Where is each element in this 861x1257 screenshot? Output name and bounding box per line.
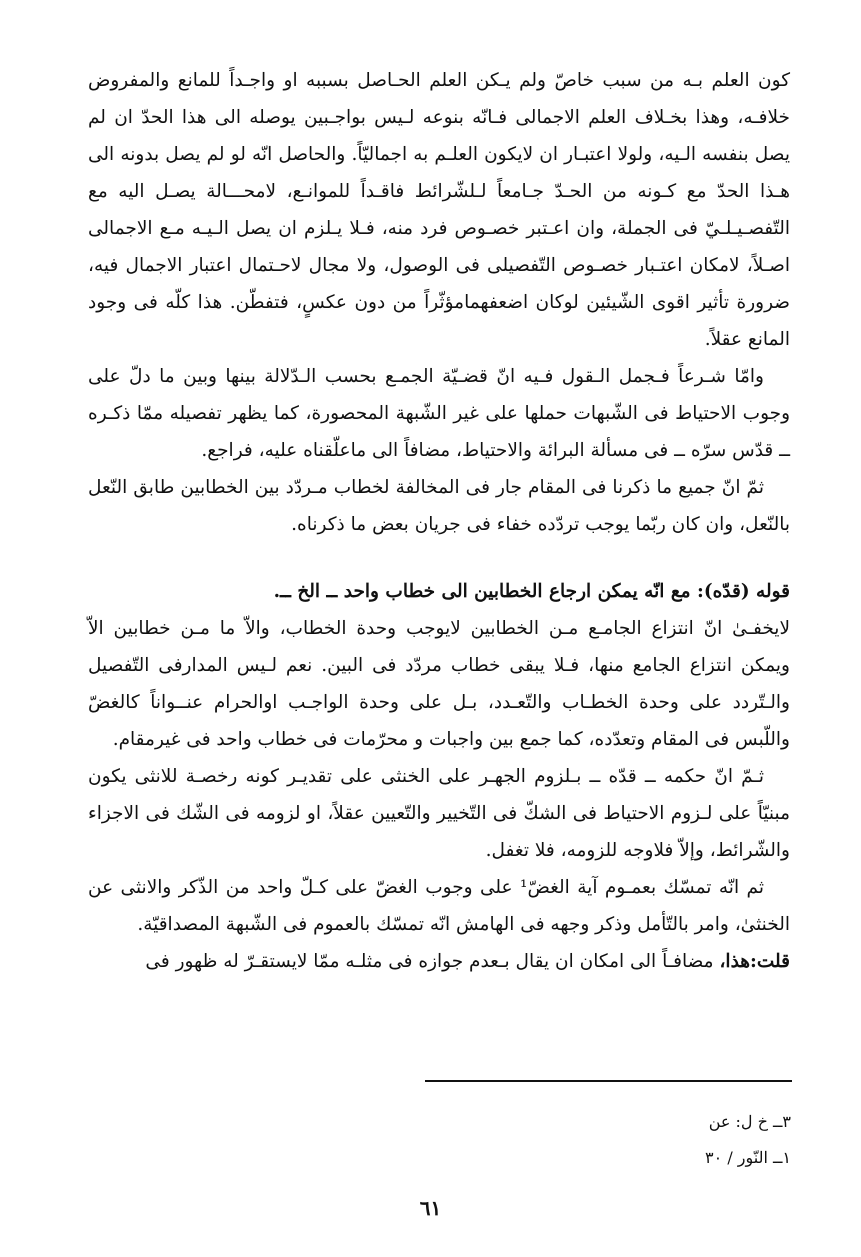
qult-label: قلت:هذا، (719, 951, 790, 972)
paragraph-2: وامّا شـرعاً فـجمل الـقول فـيه انّ قضـيّة الجمـع بحسب الـدّلالة بينها وبين ما دلّ على وجوب الاحتياط فى الشّبهات حملها على غير الشّبهة المحصورة، كما يظهر تفصيله ممّا ذكـره ــ قدّس سرّه ــ فى مسألة البرائة والاحتياط، مضافاً الى ماعلّقناه عليه، فراجع. (88, 366, 790, 461)
footnotes (500, 1104, 791, 1176)
paragraph-5: ثـمّ انّ حكمه ــ قدّه ــ بـلزوم الجهـر على الخنثى على تقديـر كونه رخصـة للانثى يكون مبنيّاً على لـزوم الاحتياط فى الشكّ فى التّخيير والتّعيين عقلاً، او لزومه فى الشّك فى الاجزاء والشّرائط، وإلاّ فلاوجه للزومه، فلا تغفل. (88, 766, 790, 861)
footnote-1: ١ــ النّور / ٣٠ (705, 1148, 791, 1167)
paragraph-4: لايخفـىٰ انّ انتزاع الجامـع مـن الخطابين لايوجب وحدة الخطاب، والاّ ما مـن خطابين الاّ ويمكن انتزاع الجامع منها، فـلا يبقى خطاب مردّد فى البين. نعم لـيس المدارفى التّفصيل والـتّردد على وحدة الخطـاب والتّعـدد، بـل على وحدة الواجـب اوالحرام عنــواناً كالغضّ واللّبس فى المقام وتعدّده، كما جمع بين واجبات و محرّمات فى خطاب واحد فى غيرمقام. (88, 618, 790, 750)
paragraph-7 (88, 943, 790, 980)
page-number: ٦١ (419, 1196, 442, 1220)
section-heading: قوله (قدّه): مع انّه يمكن ارجاع الخطابين الى خطاب واحد ــ الخ ــ. (273, 581, 790, 602)
footnote-3: ٣ــ خ ل: عن (708, 1112, 791, 1131)
footnote-divider (425, 1080, 792, 1082)
paragraph-3: ثمّ انّ جميع ما ذكرنا فى المقام جار فى المخالفة لخطاب مـردّد بين الخطابين طابق النّعل بالنّعل، وان كان ربّما يوجب تردّده خفاء فى جريان بعض ما ذكرناه. (88, 477, 790, 535)
paragraph-1: كون العلم بـه من سبب خاصّ ولم يـكن العلم الحـاصل بسببه او واجـداً للمانع والمفروض خلافـه، وهذا بخـلاف العلم الاجمالى فـانّه بنوعه لـيس بواجـبين يوصله الى هذا الحدّ ان لم يصل بنفسه الـيه، ولولا اعتبـار ان لايكون العلـم به اجماليّاً. والحاصل انّه لو لم يصل بدونه الى هـذا الحدّ مع كـونه من الحـدّ جـامعاً لـلشّرائط فاقـداً للموانـع، لامحـــالة يصـل اليه مع التّفصـيـلـيّ فى الجملة، وان اعـتبر خصـوص فرد منه، فـلا يـلزم ان يصل الـيـه مـع الاجمالى اصـلاً، لامكان اعتـبار خصـوص التّفصيلى فى الوصول، ولا مجال لاحـتمال اعتبار الاجمال فيه، ضرورة تأثير اقوى الشّيئين لوكان اضعفهمامؤثّراً من دون عكسٍ، فتفطّن. هذا كلّه فى وجود المانع عقلاً. (88, 70, 790, 350)
main-text (88, 62, 790, 980)
paragraph-7-text: مضافـاً الى امكان ان يقال بـعدم جوازه فى مثلـه ممّا لايستقـرّ له ظهور فى (145, 951, 720, 972)
paragraph-6: ثم انّه تمسّك بعمـوم آية الغضّ¹ على وجوب الغضّ على كـلّ واحد من الذّكر والانثى عن الخنثىٰ، وامر بالتّأمل وذكر وجهه فى الهامش انّه تمسّك بالعموم فى الشّبهة المصداقيّة. (88, 877, 790, 935)
